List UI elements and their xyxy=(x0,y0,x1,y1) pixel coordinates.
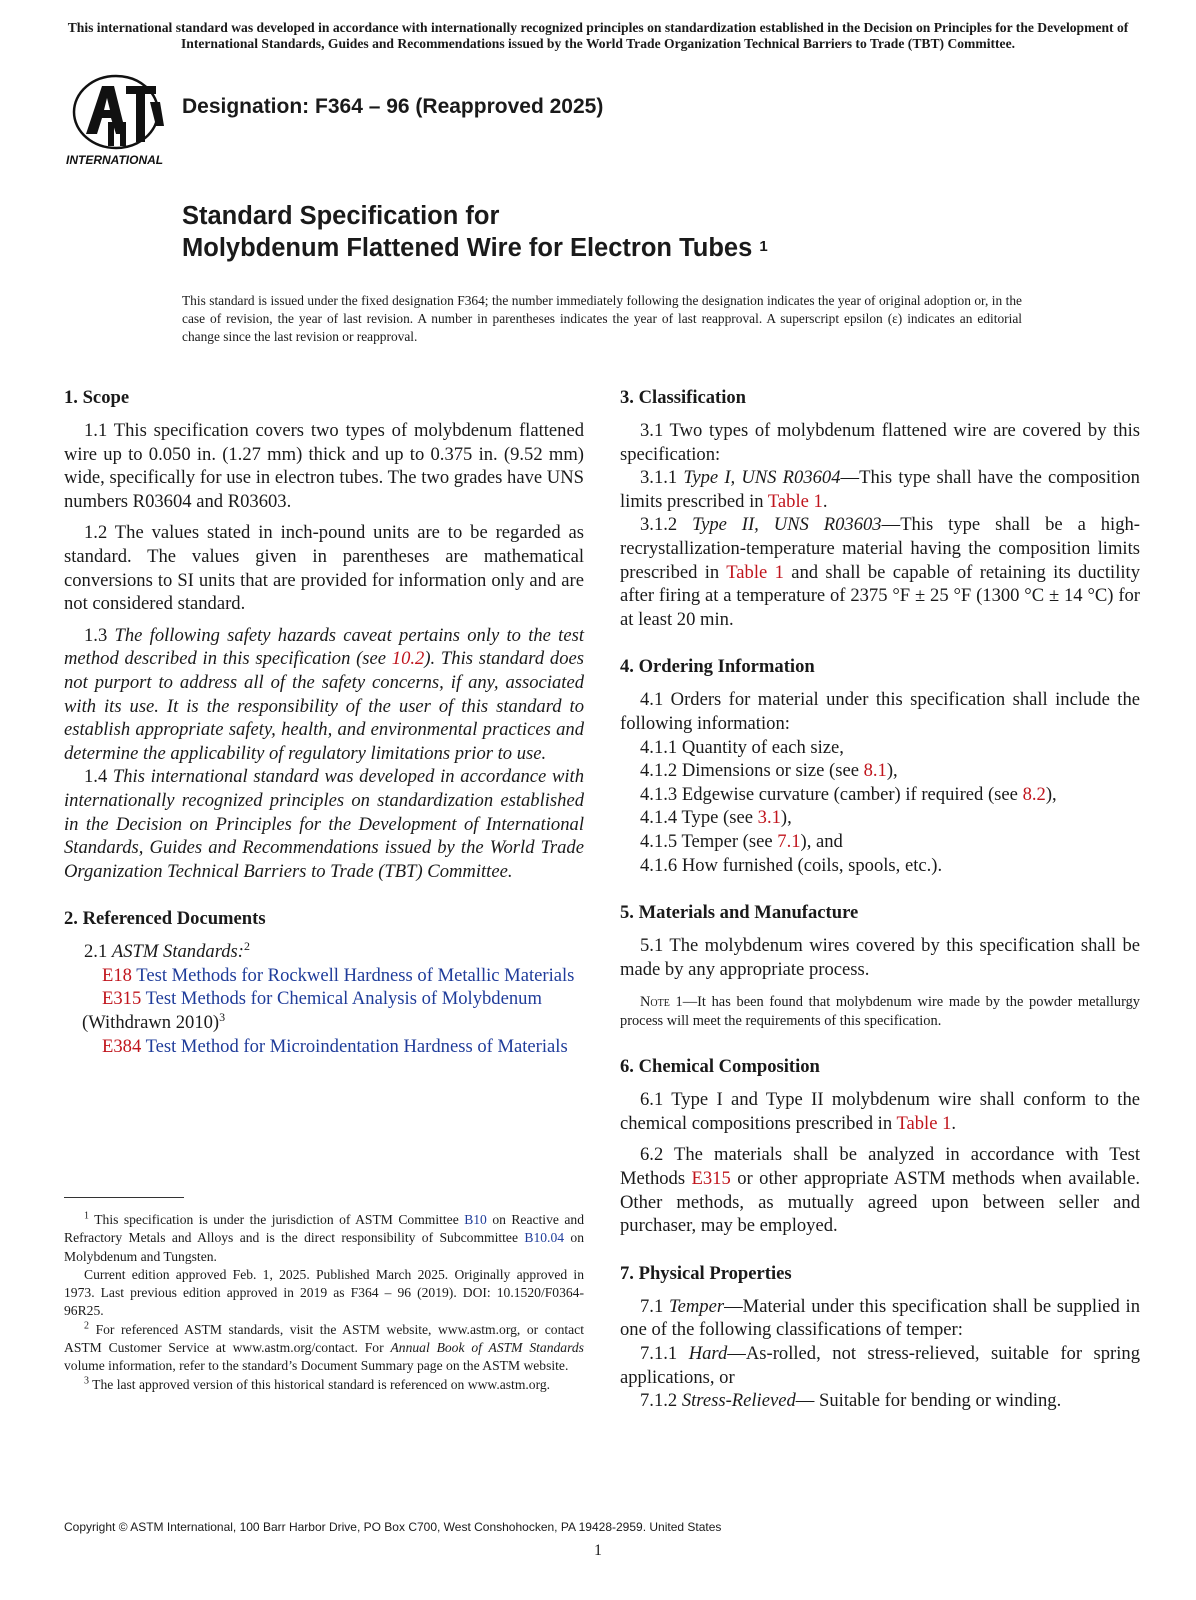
list-item: 4.1.5 Temper (see 7.1), and xyxy=(640,830,843,852)
list-item: 4.1.4 Type (see 3.1), xyxy=(640,807,792,829)
link-table-1[interactable]: Table 1 xyxy=(896,1112,952,1134)
astm-logo-icon xyxy=(64,72,176,168)
link-b10[interactable]: B10 xyxy=(464,1212,487,1227)
paragraph-1-1: 1.1 This specification covers two types of molybdenum flattened wire up to 0.050 in. (1.27 mm) thick and up to 0.375 in. (9.52 mm) wide, specifically for use in electron tubes. The two grades have UNS numbers R03604 and R03603. xyxy=(64,420,584,512)
link-7-1[interactable]: 7.1 xyxy=(777,830,801,852)
paragraph-7-1: 7.1 Temper—Material under this specification shall be supplied in one of the following classifications of temper: xyxy=(620,1295,1140,1341)
paragraph-3-1: 3.1 Two types of molybdenum flattened wire are covered by this specification: xyxy=(620,420,1140,465)
copyright: Copyright © ASTM International, 100 Barr Harbor Drive, PO Box C700, West Conshohocken, PA 19428-2959. United States xyxy=(64,1520,722,1534)
paragraph-2-1: 2.1 ASTM Standards:$^2$ xyxy=(84,939,250,963)
footnote-2: $^2$ For referenced ASTM standards, visit the ASTM website, www.astm.org, or contact ASTM Customer Service at www.astm.org/contact. For Annual Book of ASTM Standards volume information, refer to the standard’s Document Summary page on the ASTM website. xyxy=(64,1320,584,1374)
paragraph-7-1-2: 7.1.2 Stress-Relieved— Suitable for bending or winding. xyxy=(640,1390,1062,1412)
section-heading-ordering-information: 4. Ordering Information xyxy=(620,656,815,678)
page-number: 1 xyxy=(594,1542,602,1559)
designation: Designation: F364 – 96 (Reapproved 2025) xyxy=(182,95,604,118)
list-item: 4.1.2 Dimensions or size (see 8.1), xyxy=(640,760,898,782)
paragraph-4-1: 4.1 Orders for material under this specification shall include the following information: xyxy=(620,689,1140,734)
ref-e315[interactable]: E315 Test Methods for Chemical Analysis of Molybdenum (Withdrawn 2010)$^3$ xyxy=(82,988,542,1034)
right-column xyxy=(620,386,1140,1413)
footnote-divider xyxy=(64,1197,184,1198)
paragraph-1-4: 1.4 This international standard was developed in accordance with internationally recognized principles on standardization established in the Decision on Principles for the Development of International Standards, Guides and Recommendations issued by the World Trade Organization Technical Barriers to Trade (TBT) Committee. xyxy=(64,766,584,882)
title-line-1: Standard Specification for xyxy=(182,202,500,230)
paragraph-1-2: 1.2 The values stated in inch-pound units are to be regarded as standard. The values given in parentheses are mathematical conversions to SI units that are provided for information only and are not considered standard. xyxy=(64,522,584,615)
paragraph-7-1-1: 7.1.1 Hard—As-rolled, not stress-relieved, suitable for spring applications, or xyxy=(620,1343,1140,1388)
link-8-1[interactable]: 8.1 xyxy=(863,760,887,782)
issue-note: This standard is issued under the fixed designation F364; the number immediately following the designation indicates the year of original adoption or, in the case of revision, the year of last revision. A number in parentheses indicates the year of last reapproval. A superscript epsilon (ε) indicates an editorial change since the last revision or reapproval. xyxy=(182,293,1022,344)
footnote-1: $^1$ This specification is under the jurisdiction of ASTM Committee B10 on Reactive and Refractory Metals and Alloys and is the direct responsibility of Subcommittee B10.04 on Molybdenum and Tungsten. xyxy=(64,1210,585,1264)
left-column xyxy=(64,386,584,1058)
paragraph-6-1: 6.1 Type I and Type II molybdenum wire shall conform to the chemical compositions prescribed in Table 1. xyxy=(620,1089,1140,1134)
section-heading-chemical-composition: 6. Chemical Composition xyxy=(620,1056,820,1078)
link-3-1[interactable]: 3.1 xyxy=(757,807,781,829)
ref-e18[interactable]: E18 Test Methods for Rockwell Hardness of Metallic Materials xyxy=(102,964,575,986)
footnote-3: $^3$ The last approved version of this historical standard is referenced on www.astm.org. xyxy=(84,1375,551,1392)
paragraph-1-3: 1.3 The following safety hazards caveat pertains only to the test method described in this specification (see 10.2). This standard does not purport to address all of the safety concerns, if any, associated with its use. It is the responsibility of the user of this standard to establish appropriate safety, health, and environmental practices and determine the applicability of regulatory limitations prior to use. xyxy=(64,624,584,764)
title-footnote-mark[interactable]: 1 xyxy=(759,238,768,255)
link-e315[interactable]: E315 xyxy=(691,1168,731,1190)
astm-logo xyxy=(64,72,176,168)
link-10-2[interactable]: 10.2 xyxy=(391,648,425,670)
section-heading-scope: 1. Scope xyxy=(64,387,130,408)
paragraph-6-2: 6.2 The materials shall be analyzed in accordance with Test Methods E315 or other appropriate ASTM methods when available. Other methods, as mutually agreed upon between seller and purchaser, may be employed. xyxy=(620,1144,1140,1237)
footnotes xyxy=(64,1211,584,1394)
list-item: 4.1.1 Quantity of each size, xyxy=(640,736,844,758)
link-b10-04[interactable]: B10.04 xyxy=(524,1230,565,1246)
link-8-2[interactable]: 8.2 xyxy=(1022,783,1046,805)
top-notice: This international standard was developed in accordance with internationally recognized principles on standardization established in the Decision on Principles for the Development of International Standards, Guides and Recommendations issued by the World Trade Organization Technical Barriers to Trade (TBT) Committee. xyxy=(67,20,1129,51)
page-title xyxy=(182,200,768,264)
note-1: Note 1—It has been found that molybdenum wire made by the powder metallurgy process will meet the requirements of this specification. xyxy=(620,994,1140,1030)
footnote-1-edition: Current edition approved Feb. 1, 2025. Published March 2025. Originally approved in 1973. Last previous edition approved in 2019 as F364 – 96 (2019). DOI: 10.1520/F0364-96R25. xyxy=(64,1266,584,1319)
section-heading-physical-properties: 7. Physical Properties xyxy=(620,1262,792,1284)
link-table-1[interactable]: Table 1 xyxy=(726,561,784,583)
title-line-2: Molybdenum Flattened Wire for Electron Tubes $^1$ xyxy=(182,234,768,262)
section-heading-referenced-documents: 2. Referenced Documents xyxy=(64,908,266,930)
list-item: 4.1.3 Edgewise curvature (camber) if required (see 8.2), xyxy=(640,783,1057,805)
ref-e384[interactable]: E384 Test Method for Microindentation Hardness of Materials xyxy=(102,1035,568,1057)
paragraph-3-1-2: 3.1.2 Type II, UNS R03603—This type shall be a high-recrystallization-temperature material having the composition limits prescribed in Table 1 and shall be capable of retaining its ductility after firing at a temperature of 2375 °F ± 25 °F (1300 °C ± 14 °C) for at least 20 min. xyxy=(620,514,1140,630)
svg-text:INTERNATIONAL: INTERNATIONAL xyxy=(66,153,164,167)
section-heading-materials-and-manufacture: 5. Materials and Manufacture xyxy=(620,902,859,924)
paragraph-3-1-1: 3.1.1 Type I, UNS R03604—This type shall have the composition limits prescribed in Table 1. xyxy=(620,467,1140,512)
section-heading-classification: 3. Classification xyxy=(620,387,747,408)
link-table-1[interactable]: Table 1 xyxy=(767,490,823,512)
paragraph-5-1: 5.1 The molybdenum wires covered by this specification shall be made by any appropriate process. xyxy=(620,935,1140,980)
list-item: 4.1.6 How furnished (coils, spools, etc.). xyxy=(640,854,943,876)
